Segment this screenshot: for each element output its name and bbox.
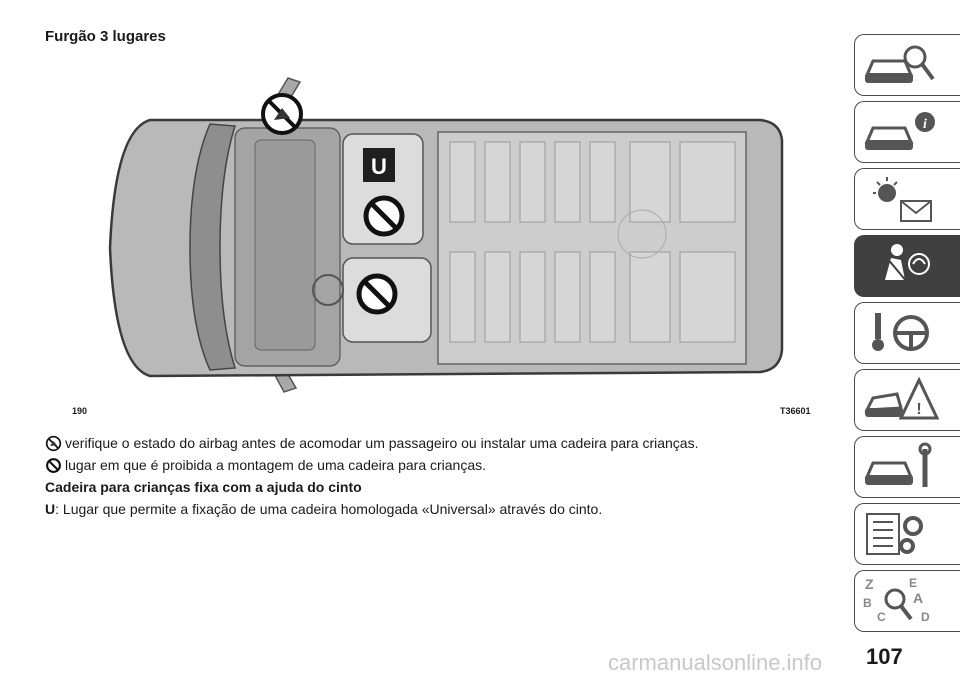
legend-airbag-row [45,432,825,454]
car-info-icon [861,106,941,158]
legend [45,432,825,520]
prohibited-seat-icon [45,457,62,474]
specs-gears-icon [861,508,941,560]
tab-index[interactable] [854,570,960,632]
tab-warning-lights[interactable] [854,168,960,230]
svg-text:Z: Z [865,576,874,592]
svg-text:E: E [909,576,918,590]
car-warning-triangle-icon [861,374,941,426]
svg-text:C: C [877,610,886,624]
figure-code: T36601 [780,406,811,416]
svg-text:D: D [921,610,930,624]
warning-lights-envelope-icon [861,173,941,225]
tab-starting-driving[interactable] [854,302,960,364]
section-subheading: Cadeira para crianças fixa com a ajuda do cinto [45,479,362,495]
car-magnifier-icon [861,39,941,91]
page-number: 107 [866,644,903,669]
legend-forbidden-text: lugar em que é proibida a montagem de uma cadeira para crianças. [65,457,487,473]
svg-text:!: ! [916,401,922,418]
prohibited-seat-icon [359,276,395,312]
page-title: Furgão 3 lugares [45,28,166,45]
tab-car-inspection[interactable] [854,34,960,96]
prohibited-seat-icon [366,198,402,234]
svg-text:A: A [913,590,924,606]
universal-label: U [45,501,56,517]
svg-text:i: i [923,117,927,132]
tab-safety[interactable] [854,235,960,297]
legend-universal-row [45,498,825,520]
tab-technical-data[interactable] [854,503,960,565]
airbag-warning-icon [45,435,62,452]
legend-universal-text: : Lugar que permite a fixação de uma cadeira homologada «Universal» através do cinto. [55,501,603,517]
watermark: carmanualsonline.info [608,650,823,675]
figure-number: 190 [72,406,88,416]
legend-forbidden-row [45,454,825,476]
svg-text:B: B [863,596,872,610]
legend-airbag-text: verifique o estado do airbag antes de acomodar um passageiro ou instalar uma cadeira para crianças. [65,435,699,451]
van-top-view-illustration [60,70,820,426]
universal-seat-label: U [371,154,387,179]
seat-safety-airbag-icon [861,240,941,292]
alphabetical-index-icon [861,575,941,627]
airbag-warning-icon [263,95,301,133]
tab-maintenance[interactable] [854,436,960,498]
car-wrench-icon [861,441,941,493]
tab-emergency[interactable] [854,369,960,431]
key-steering-wheel-icon [861,307,941,359]
tab-car-info[interactable] [854,101,960,163]
